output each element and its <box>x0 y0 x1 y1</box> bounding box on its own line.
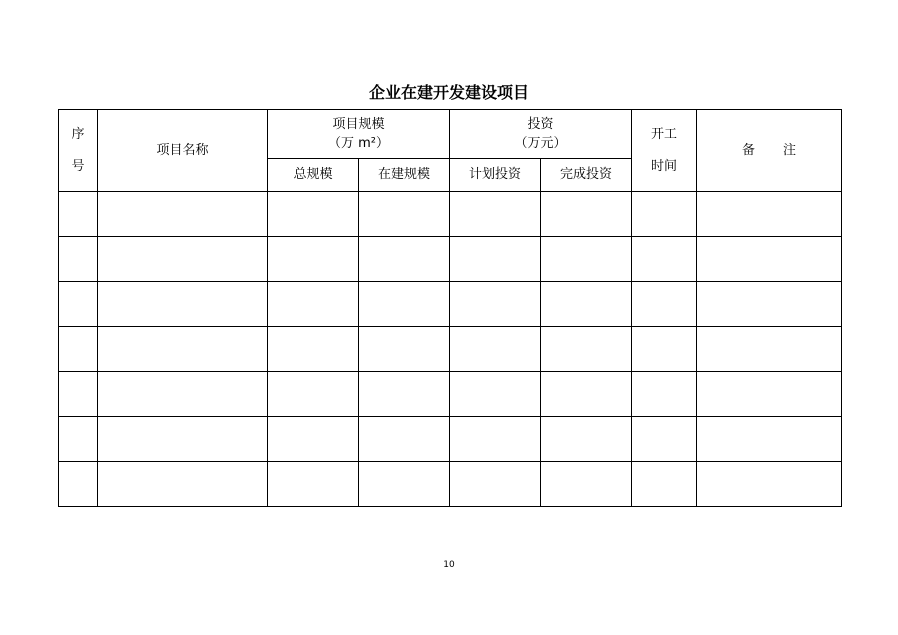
header-remarks-label: 备注 <box>742 142 825 158</box>
table-row <box>59 282 842 327</box>
cell-completed-investment[interactable] <box>541 237 632 282</box>
cell-remarks[interactable] <box>697 417 842 462</box>
header-scale-label: 项目规模 <box>332 116 385 132</box>
cell-start-time[interactable] <box>632 372 697 417</box>
cell-completed-investment[interactable] <box>541 462 632 507</box>
header-project-name: 项目名称 <box>98 110 268 192</box>
cell-completed-investment[interactable] <box>541 372 632 417</box>
cell-total-scale[interactable] <box>268 417 359 462</box>
cell-start-time[interactable] <box>632 237 697 282</box>
cell-serial[interactable] <box>59 372 98 417</box>
header-planned-investment: 计划投资 <box>450 159 541 192</box>
cell-planned-investment[interactable] <box>450 462 541 507</box>
cell-serial[interactable] <box>59 192 98 237</box>
header-investment <box>450 110 632 159</box>
cell-building-scale[interactable] <box>359 417 450 462</box>
table-header <box>59 110 842 192</box>
header-completed-investment: 完成投资 <box>541 159 632 192</box>
cell-completed-investment[interactable] <box>541 327 632 372</box>
cell-completed-investment[interactable] <box>541 282 632 327</box>
header-serial-number <box>59 110 98 192</box>
header-scale-unit: （万 m²） <box>328 135 390 151</box>
cell-project-name[interactable] <box>98 282 268 327</box>
cell-building-scale[interactable] <box>359 237 450 282</box>
cell-planned-investment[interactable] <box>450 327 541 372</box>
project-table <box>58 109 842 507</box>
cell-planned-investment[interactable] <box>450 417 541 462</box>
header-remarks <box>697 110 842 192</box>
table-row <box>59 327 842 372</box>
cell-total-scale[interactable] <box>268 192 359 237</box>
page-title: 企业在建开发建设项目 <box>368 83 529 102</box>
table-row <box>59 462 842 507</box>
cell-start-time[interactable] <box>632 192 697 237</box>
cell-project-name[interactable] <box>98 372 268 417</box>
table-row <box>59 372 842 417</box>
cell-total-scale[interactable] <box>268 462 359 507</box>
cell-project-name[interactable] <box>98 237 268 282</box>
cell-start-time[interactable] <box>632 282 697 327</box>
header-project-scale <box>268 110 450 159</box>
header-serial-bottom: 号 <box>71 158 85 174</box>
cell-planned-investment[interactable] <box>450 282 541 327</box>
header-investment-unit: （万元） <box>514 135 567 151</box>
table-row <box>59 192 842 237</box>
cell-completed-investment[interactable] <box>541 417 632 462</box>
cell-remarks[interactable] <box>697 237 842 282</box>
header-start-bottom: 时间 <box>651 158 678 174</box>
cell-serial[interactable] <box>59 417 98 462</box>
cell-building-scale[interactable] <box>359 327 450 372</box>
cell-serial[interactable] <box>59 327 98 372</box>
cell-total-scale[interactable] <box>268 327 359 372</box>
cell-serial[interactable] <box>59 462 98 507</box>
cell-start-time[interactable] <box>632 462 697 507</box>
header-start-time <box>632 110 697 192</box>
header-total-scale: 总规模 <box>268 159 359 192</box>
cell-remarks[interactable] <box>697 192 842 237</box>
cell-completed-investment[interactable] <box>541 192 632 237</box>
cell-remarks[interactable] <box>697 282 842 327</box>
header-start-top: 开工 <box>651 126 678 142</box>
header-building-scale: 在建规模 <box>359 159 450 192</box>
header-investment-label: 投资 <box>527 116 554 132</box>
cell-total-scale[interactable] <box>268 282 359 327</box>
cell-total-scale[interactable] <box>268 372 359 417</box>
cell-project-name[interactable] <box>98 192 268 237</box>
cell-total-scale[interactable] <box>268 237 359 282</box>
cell-serial[interactable] <box>59 282 98 327</box>
table-body <box>59 192 842 507</box>
header-serial-top: 序 <box>71 126 85 142</box>
cell-remarks[interactable] <box>697 372 842 417</box>
cell-start-time[interactable] <box>632 327 697 372</box>
table-row <box>59 237 842 282</box>
cell-start-time[interactable] <box>632 417 697 462</box>
cell-remarks[interactable] <box>697 327 842 372</box>
cell-project-name[interactable] <box>98 327 268 372</box>
cell-building-scale[interactable] <box>359 192 450 237</box>
cell-project-name[interactable] <box>98 462 268 507</box>
cell-planned-investment[interactable] <box>450 192 541 237</box>
cell-serial[interactable] <box>59 237 98 282</box>
table-row <box>59 417 842 462</box>
cell-building-scale[interactable] <box>359 462 450 507</box>
cell-project-name[interactable] <box>98 417 268 462</box>
page-number: 10 <box>443 560 455 570</box>
cell-building-scale[interactable] <box>359 372 450 417</box>
cell-building-scale[interactable] <box>359 282 450 327</box>
cell-planned-investment[interactable] <box>450 372 541 417</box>
cell-planned-investment[interactable] <box>450 237 541 282</box>
cell-remarks[interactable] <box>697 462 842 507</box>
